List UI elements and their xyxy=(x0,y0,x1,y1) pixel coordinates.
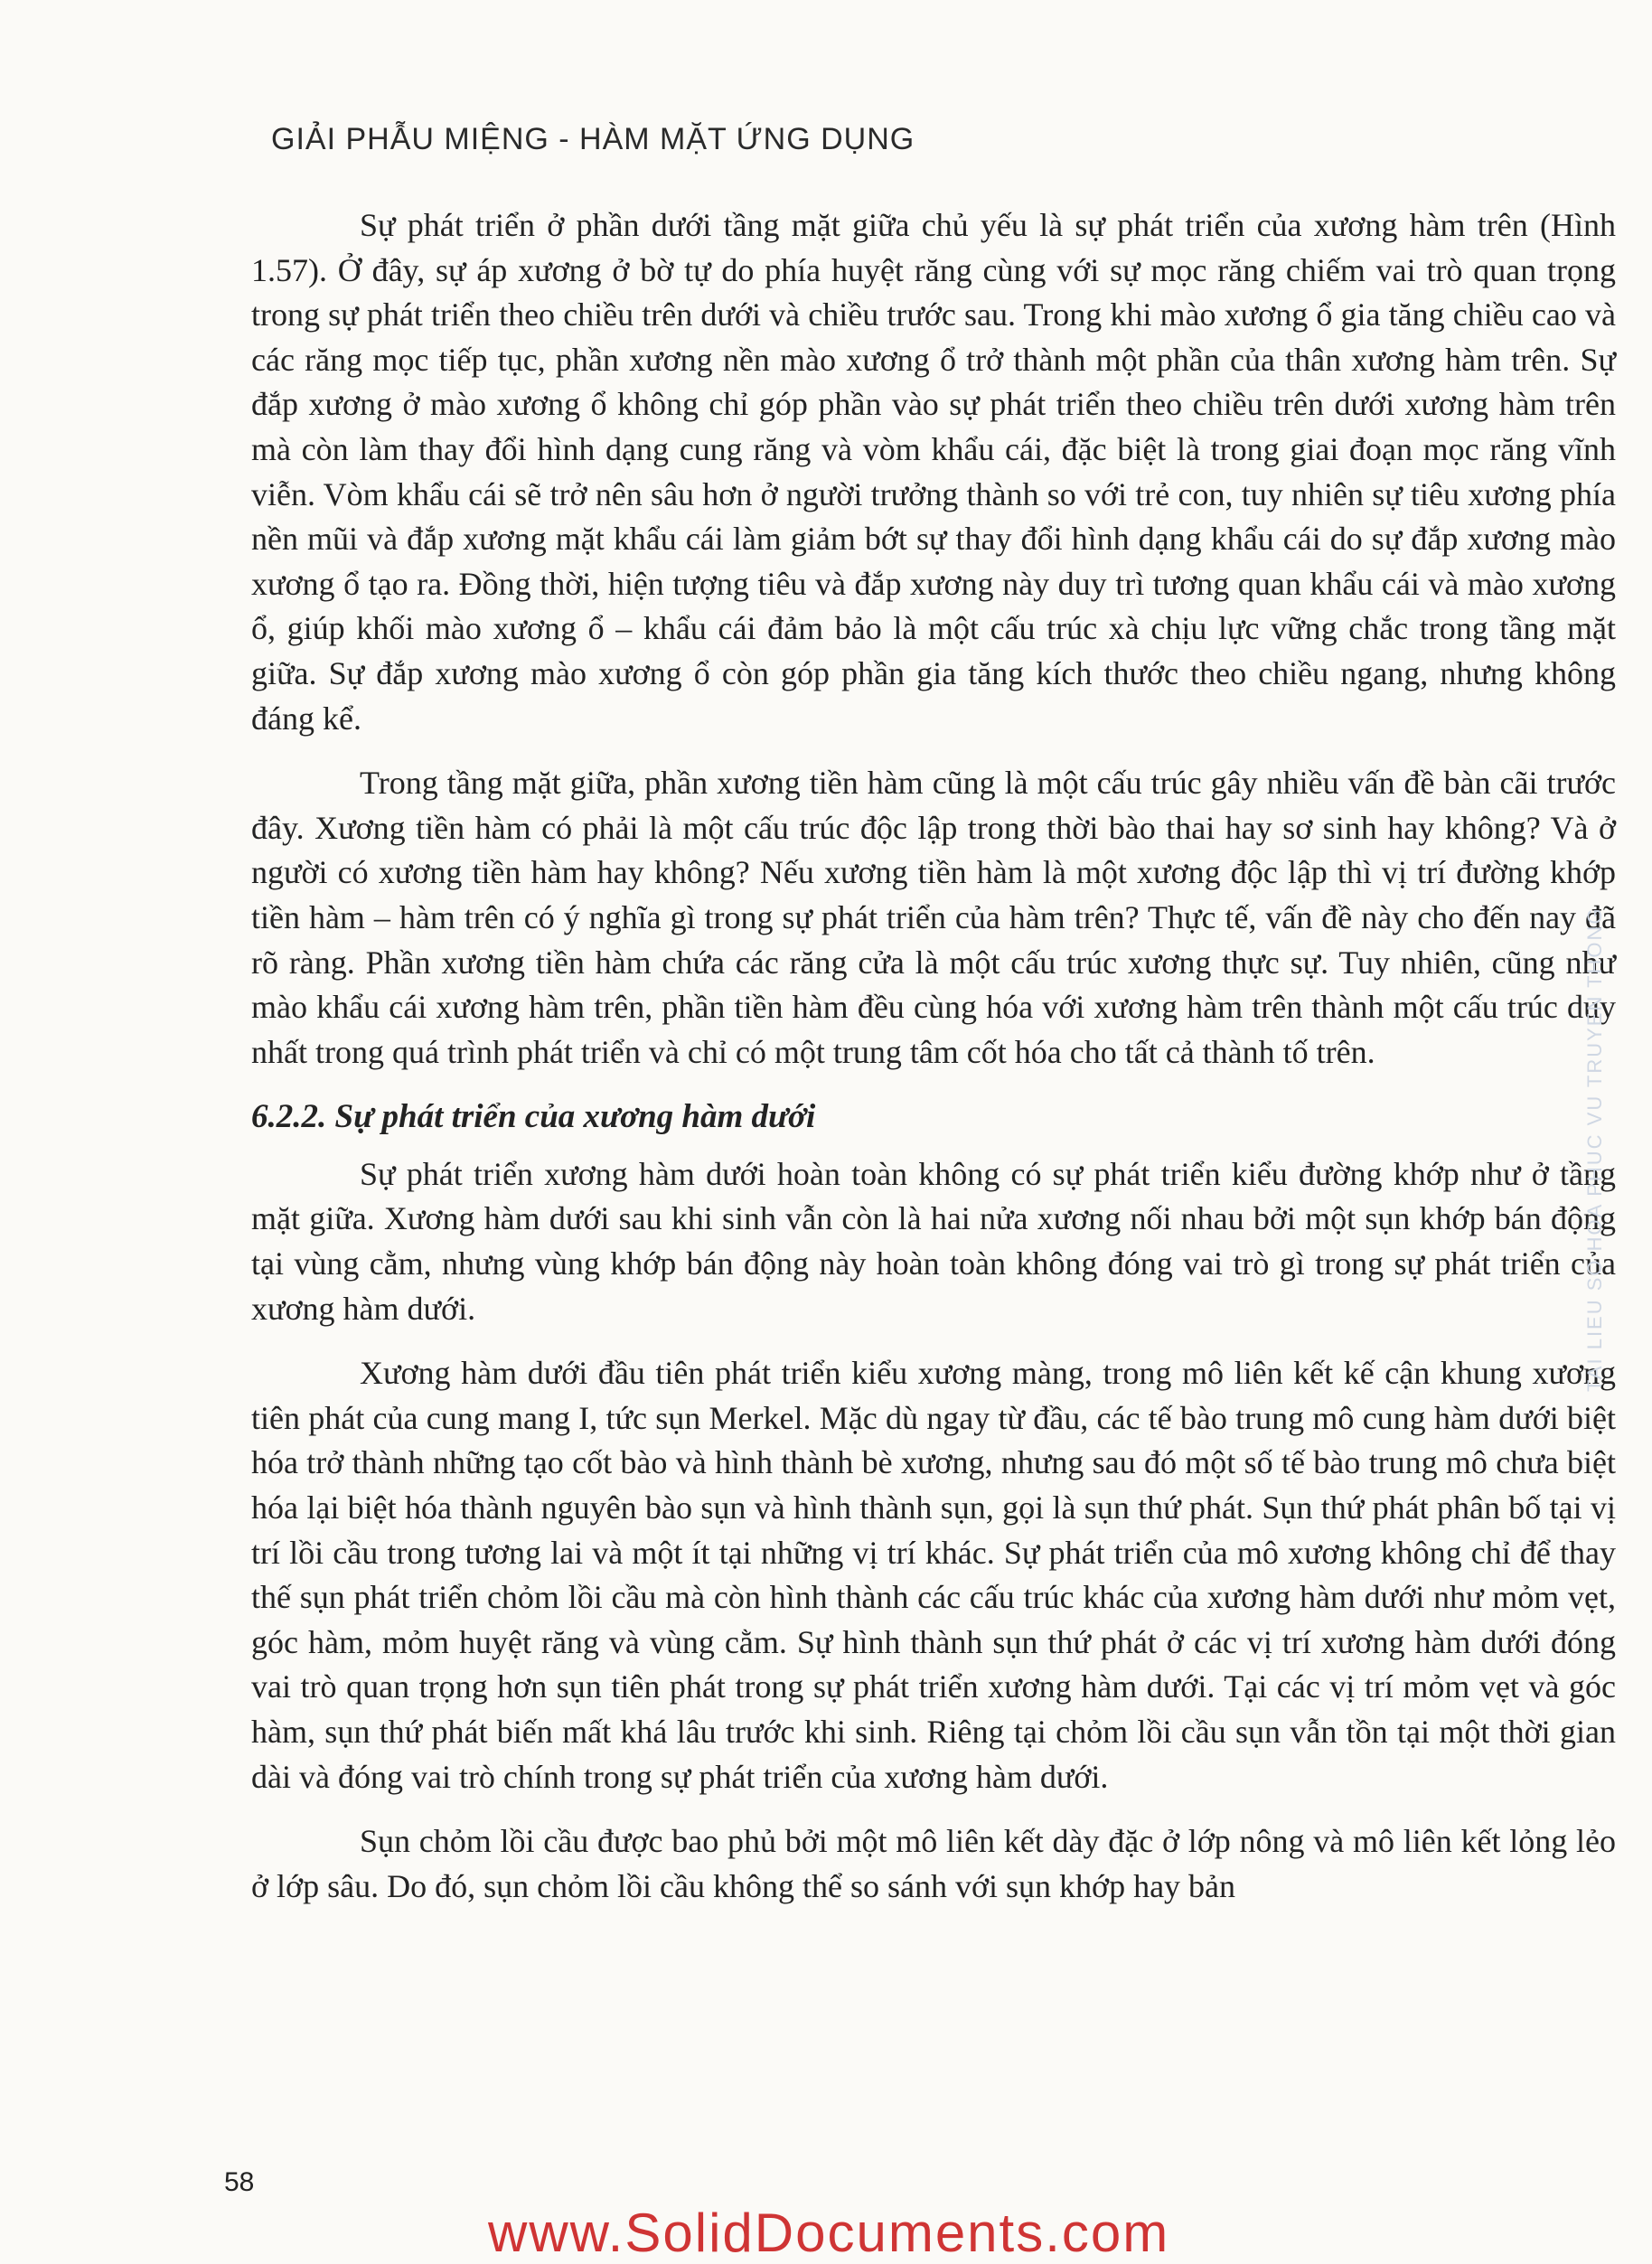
page-number: 58 xyxy=(224,2167,255,2197)
paragraph: Trong tầng mặt giữa, phần xương tiền hàm cũng là một cấu trúc gây nhiều vấn đề bàn cãi trước đây. Xương tiền hàm có phải là một cấu trúc độc lập trong thời bào thai hay sơ sinh hay không? Và ở người có xương tiền hàm hay không? Nếu xương tiền hàm là một xương độc lập thì vị trí đường khớp tiền hàm – hàm trên có ý nghĩa gì trong sự phát triển của hàm trên? Thực tế, vấn đề này cho đến nay đã rõ ràng. Phần xương tiền hàm chứa các răng cửa là một cấu trúc xương thực sự. Tuy nhiên, cũng như mào khẩu cái xương hàm trên, phần tiền hàm đều cùng hóa với xương hàm trên thành một cấu trúc duy nhất trong quá trình phát triển và chỉ có một trung tâm cốt hóa cho tất cả thành tố trên. xyxy=(251,765,1616,1070)
running-header: GIẢI PHẪU MIỆNG - HÀM MẶT ỨNG DỤNG xyxy=(271,122,915,156)
footer-watermark-url: www.SolidDocuments.com xyxy=(488,2203,1170,2263)
paragraph: Sự phát triển xương hàm dưới hoàn toàn không có sự phát triển kiểu đường khớp như ở tầng mặt giữa. Xương hàm dưới sau khi sinh vẫn còn là hai nửa xương nối nhau bởi một sụn khớp bán động tại vùng cằm, nhưng vùng khớp bán động này hoàn toàn không đóng vai trò gì trong sự phát triển của xương hàm dưới. xyxy=(251,1155,1616,1327)
paragraph: Xương hàm dưới đầu tiên phát triển kiểu xương màng, trong mô liên kết kế cận khung xương tiên phát của cung mang I, tức sụn Merkel. Mặc dù ngay từ đầu, các tế bào trung mô cung hàm dưới biệt hóa trở thành những tạo cốt bào và hình thành bè xương, nhưng sau đó một số tế bào trung mô chưa biệt hóa lại biệt hóa thành nguyên bào sụn và hình thành sụn, gọi là sụn thứ phát. Sụn thứ phát phân bố tại vị trí lồi cầu trong tương lai và một ít tại những vị trí khác. Sự phát triển của mô xương không chỉ để thay thế sụn phát triển chỏm lồi cầu mà còn hình thành các cấu trúc khác của xương hàm dưới như mỏm vẹt, góc hàm, mỏm huyệt răng và vùng cằm. Sự hình thành sụn thứ phát ở các vị trí xương hàm dưới đóng vai trò quan trọng hơn sụn tiên phát trong sự phát triển xương hàm dưới. Tại các vị trí mỏm vẹt và góc hàm, sụn thứ phát biến mất khá lâu trước khi sinh. Riêng tại chỏm lồi cầu sụn vẫn tồn tại một thời gian dài và đóng vai trò chính trong sự phát triển của xương hàm dưới. xyxy=(251,1355,1616,1795)
body-text xyxy=(251,203,1616,1929)
paragraph: Sự phát triển ở phần dưới tầng mặt giữa chủ yếu là sự phát triển của xương hàm trên (Hình 1.57). Ở đây, sự áp xương ở bờ tự do phía huyệt răng cùng với sự mọc răng chiếm vai trò quan trọng trong sự phát triển theo chiều trên dưới và chiều trước sau. Trong khi mào xương ổ gia tăng chiều cao và các răng mọc tiếp tục, phần xương nền mào xương ổ trở thành một phần của thân xương hàm trên. Sự đắp xương ở mào xương ổ không chỉ góp phần vào sự phát triển theo chiều trên dưới xương hàm trên mà còn làm thay đổi hình dạng cung răng và vòm khẩu cái, đặc biệt là trong giai đoạn mọc răng vĩnh viễn. Vòm khẩu cái sẽ trở nên sâu hơn ở người trưởng thành so với trẻ con, tuy nhiên sự tiêu xương phía nền mũi và đắp xương mặt khẩu cái làm giảm bớt sự thay đổi hình dạng khẩu cái do sự đắp xương mào xương ổ tạo ra. Đồng thời, hiện tượng tiêu và đắp xương này duy trì tương quan khẩu cái và mào xương ổ, giúp khối mào xương ổ – khẩu cái đảm bảo là một cấu trúc xà chịu lực vững chắc trong tầng mặt giữa. Sự đắp xương mào xương ổ còn góp phần gia tăng kích thước theo chiều ngang, nhưng không đáng kể. xyxy=(251,207,1616,737)
side-watermark: TAI LIEU SO HOA PHUC VU TRUYEN THONG xyxy=(1583,907,1606,1392)
section-heading: 6.2.2. Sự phát triển của xương hàm dưới xyxy=(251,1098,816,1136)
paragraph: Sụn chỏm lồi cầu được bao phủ bởi một mô liên kết dày đặc ở lớp nông và mô liên kết lỏng lẻo ở lớp sâu. Do đó, sụn chỏm lồi cầu không thể so sánh với sụn khớp hay bản xyxy=(251,1823,1616,1904)
